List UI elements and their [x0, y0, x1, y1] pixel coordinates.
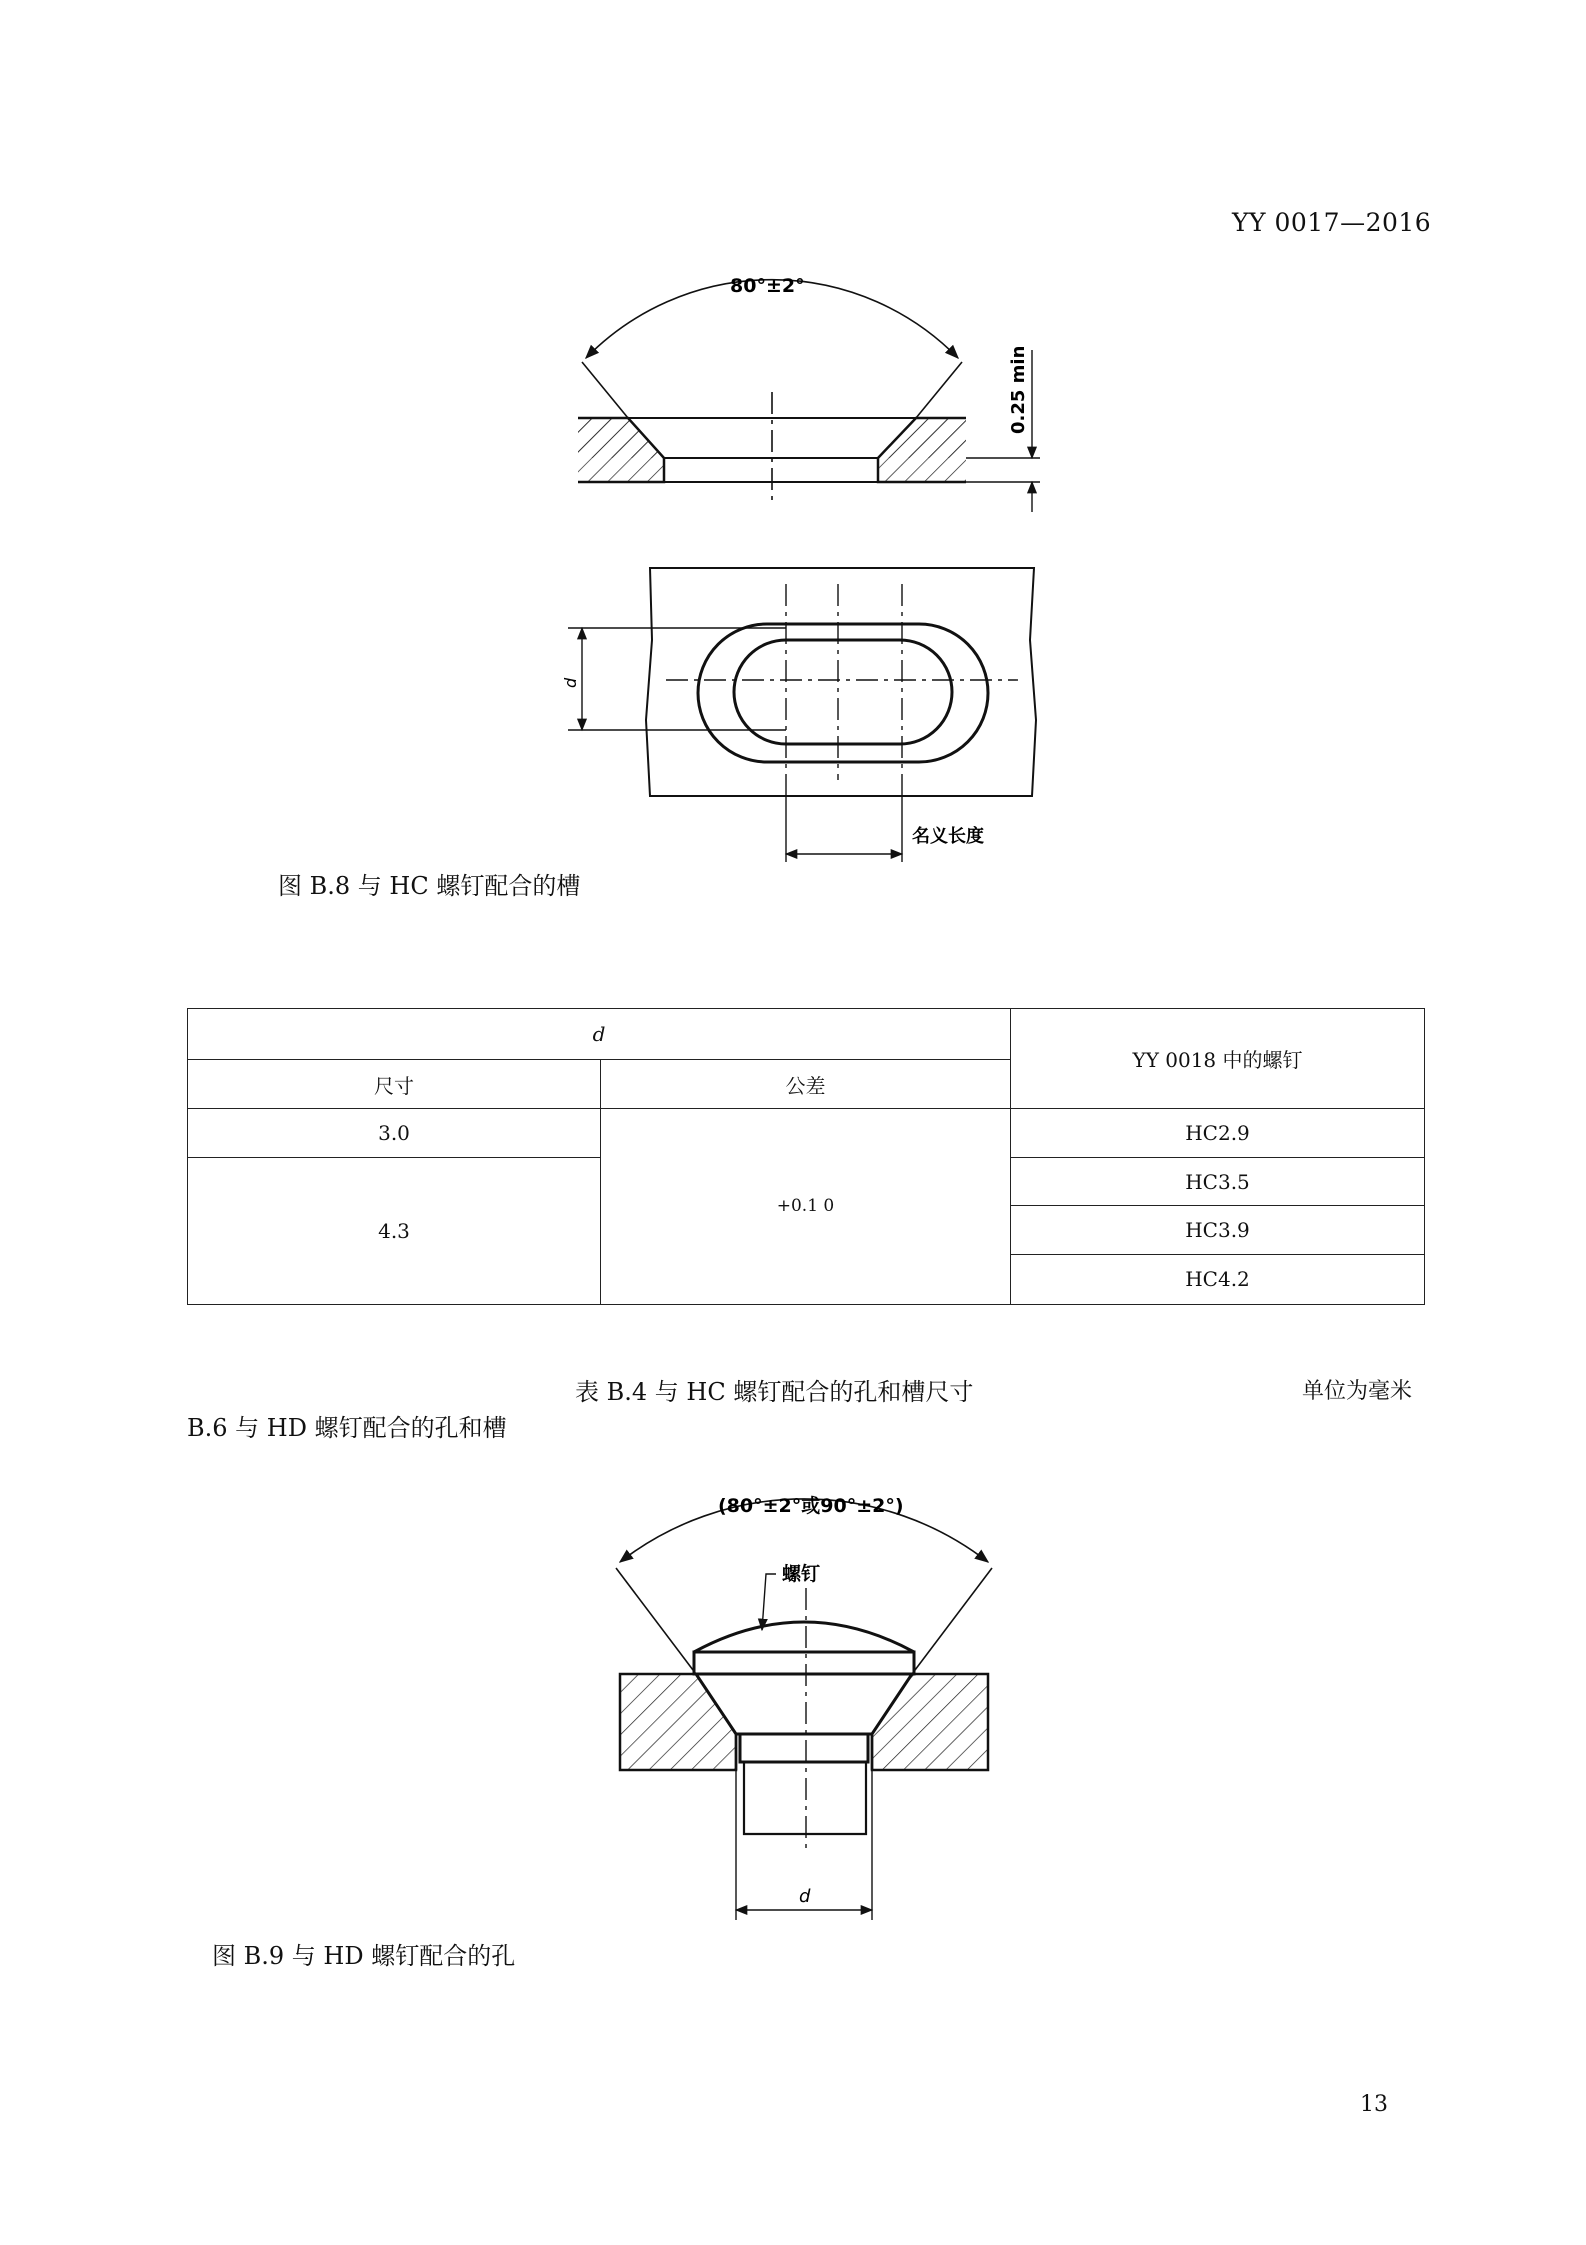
table-b4-caption: 表 B.4 与 HC 螺钉配合的孔和槽尺寸 [575, 1378, 974, 1406]
table-cell-screw: HC4.2 [1011, 1254, 1425, 1304]
table-b4-header-size: 尺寸 [188, 1060, 601, 1108]
table-b4-header-screw: YY 0018 中的螺钉 [1011, 1009, 1425, 1109]
table-cell-screw: HC3.9 [1011, 1206, 1425, 1254]
table-cell-size: 3.0 [188, 1108, 601, 1157]
figure-b8-drawing [0, 0, 1586, 880]
b8-depth-label: 0.25 min [1008, 345, 1029, 434]
standard-code: YY 0017—2016 [1232, 208, 1432, 237]
table-b4 [187, 1008, 1425, 1305]
b8-section-view [578, 280, 1040, 512]
table-cell-tolerance: +0.1 0 [601, 1108, 1011, 1304]
table-cell-size: 4.3 [188, 1157, 601, 1304]
table-cell-screw: HC2.9 [1011, 1108, 1425, 1157]
table-cell-screw: HC3.5 [1011, 1157, 1425, 1205]
section-b6-title: B.6 与 HD 螺钉配合的孔和槽 [187, 1414, 507, 1442]
b8-length-label: 名义长度 [912, 826, 984, 847]
table-b4-unit: 单位为毫米 [1302, 1379, 1413, 1404]
page-number: 13 [1360, 2092, 1388, 2117]
b8-angle-label: 80°±2° [730, 275, 805, 297]
b8-width-symbol: d [561, 677, 580, 688]
table-row [188, 1108, 1425, 1157]
b9-screw-label: 螺钉 [782, 1563, 821, 1585]
figure-b9-caption: 图 B.9 与 HD 螺钉配合的孔 [212, 1942, 516, 1970]
b9-diameter-symbol: d [799, 1886, 811, 1907]
b9-angle-label: (80°±2°或90°±2°) [718, 1495, 904, 1517]
figure-b9-drawing [0, 1460, 1586, 1930]
figure-b8-caption: 图 B.8 与 HC 螺钉配合的槽 [278, 872, 581, 900]
b8-plan-view [568, 568, 1036, 862]
table-b4-header-d: d [188, 1009, 1011, 1060]
table-b4-header-tolerance: 公差 [601, 1060, 1011, 1108]
